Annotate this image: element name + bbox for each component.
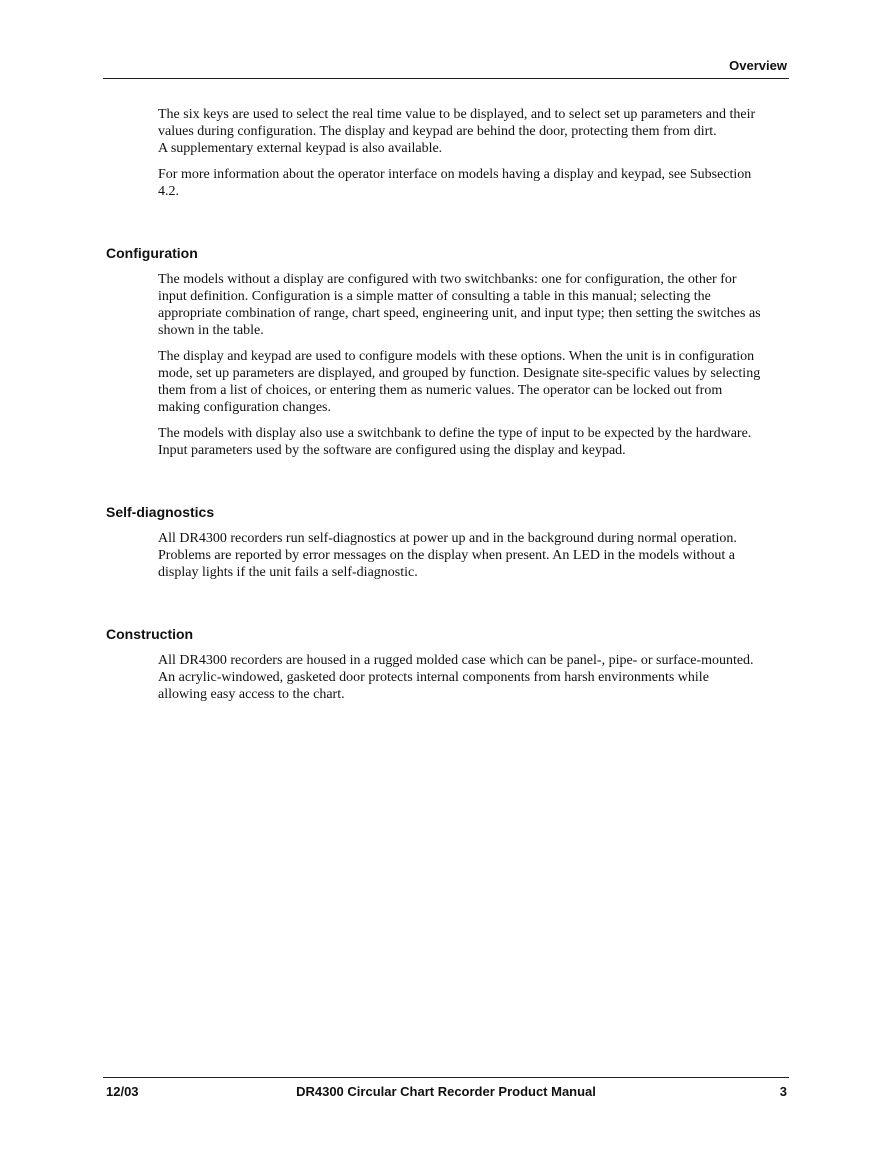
- construction-paragraph: [158, 652, 792, 703]
- text-line: Input parameters used by the software are configured using the display and keypad.: [158, 443, 626, 458]
- section-heading-configuration: Configuration: [106, 245, 198, 261]
- text-line: appropriate combination of range, chart speed, engineering unit, and input type; then setting the switches as: [158, 306, 761, 321]
- text-line: The models with display also use a switchbank to define the type of input to be expected by the hardware.: [158, 426, 752, 441]
- text-line: All DR4300 recorders are housed in a rugged molded case which can be panel-, pipe- or surface-mounted.: [158, 653, 754, 668]
- configuration-paragraph-3: [158, 425, 792, 459]
- page-header: [103, 56, 789, 79]
- text-line: The six keys are used to select the real time value to be displayed, and to select set up parameters and their: [158, 107, 756, 122]
- page-footer: [103, 1077, 789, 1102]
- text-line: making configuration changes.: [158, 400, 332, 415]
- text-line: shown in the table.: [158, 323, 264, 338]
- text-line: The display and keypad are used to configure models with these options. When the unit is in configuration: [158, 349, 755, 364]
- intro-paragraph-2: [158, 166, 792, 200]
- text-line: A supplementary external keypad is also available.: [158, 141, 443, 156]
- text-line: input definition. Configuration is a simple matter of consulting a table in this manual; selecting the: [158, 289, 711, 304]
- text-line: The models without a display are configured with two switchbanks: one for configuration, the other for: [158, 272, 737, 287]
- header-title: Overview: [729, 58, 787, 73]
- text-line: display lights if the unit fails a self-diagnostic.: [158, 565, 418, 580]
- footer-date: 12/03: [106, 1084, 139, 1099]
- footer-title: DR4300 Circular Chart Recorder Product Manual: [296, 1084, 596, 1099]
- configuration-paragraph-2: [158, 348, 792, 416]
- text-line: allowing easy access to the chart.: [158, 687, 345, 702]
- text-line: 4.2.: [158, 184, 179, 199]
- footer-page-number: 3: [779, 1084, 787, 1099]
- text-line: mode, set up parameters are displayed, and grouped by function. Designate site-specific values by selecting: [158, 366, 761, 381]
- text-line: For more information about the operator interface on models having a display and keypad, see Subsection: [158, 167, 752, 182]
- section-heading-construction: Construction: [106, 626, 194, 642]
- self-diagnostics-paragraph: [158, 530, 792, 581]
- configuration-paragraph-1: [158, 271, 792, 339]
- text-line: values during configuration. The display and keypad are behind the door, protecting them from dirt.: [158, 124, 717, 139]
- text-line: them from a list of choices, or entering them as numeric values. The operator can be locked out from: [158, 383, 723, 398]
- intro-paragraph-1: [158, 106, 792, 157]
- text-line: Problems are reported by error messages on the display when present. An LED in the models without a: [158, 548, 735, 563]
- text-line: An acrylic-windowed, gasketed door protects internal components from harsh environments while: [158, 670, 709, 685]
- text-line: All DR4300 recorders run self-diagnostics at power up and in the background during normal operation.: [158, 531, 737, 546]
- section-heading-self-diagnostics: Self-diagnostics: [106, 504, 215, 520]
